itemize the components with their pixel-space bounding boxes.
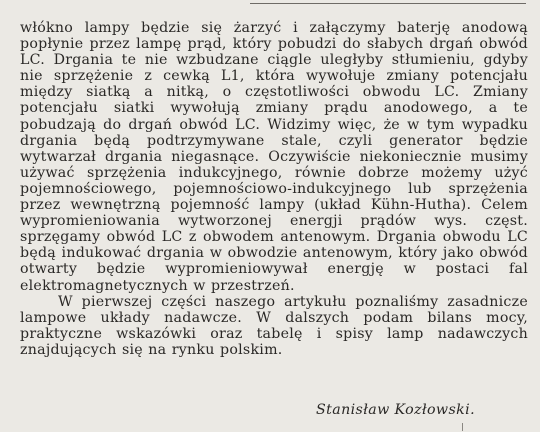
paragraph-2: W pierwszej części naszego artykułu poznaliśmy zasadnicze lampowe układy nadawcze. W dalszych podam bilans mocy, praktyczne wskazówki oraz tabelę i spisy lamp nadawczych znajdujących się na rynku polskim. (20, 293, 528, 358)
top-rule (250, 3, 526, 4)
article-body (20, 20, 528, 358)
print-mark (462, 423, 463, 431)
author-signature: Stanisław Kozłowski. (316, 402, 475, 418)
paragraph-1: włókno lampy będzie się żarzyć i załączymy baterję anodową popłynie przez lampę prąd, który pobudzi do słabych drgań obwód LC. Drgania te nie wzbudzane ciągle uległyby stłumieniu, gdyby nie sprzężenie z cewką L1, która wywołuje zmiany potencjału między siatką a nitką, o częstotliwości obwodu LC. Zmiany potencjału siatki wywołują zmiany prądu anodowego, a te pobudzają do drgań obwód LC. Widzimy więc, że w tym wypadku drgania będą podtrzymywane stale, czyli generator będzie wytwarzał drgania niegasnące. Oczywiście niekoniecznie musimy używać sprzężenia indukcyjnego, równie dobrze możemy użyć pojemnościowego, pojemnościowo-indukcyjnego lub sprzężenia przez wewnętrzną pojemność lampy (układ Kühn-Hutha). Celem wypromieniowania wytworzonej energji prądów wys. częst. sprzęgamy obwód LC z obwodem antenowym. Drgania obwodu LC będą indukować drgania w obwodzie antenowym, który jako obwód otwarty będzie wypromieniowywał energję w postaci fal elektromagnetycznych w przestrzeń. (20, 20, 528, 294)
